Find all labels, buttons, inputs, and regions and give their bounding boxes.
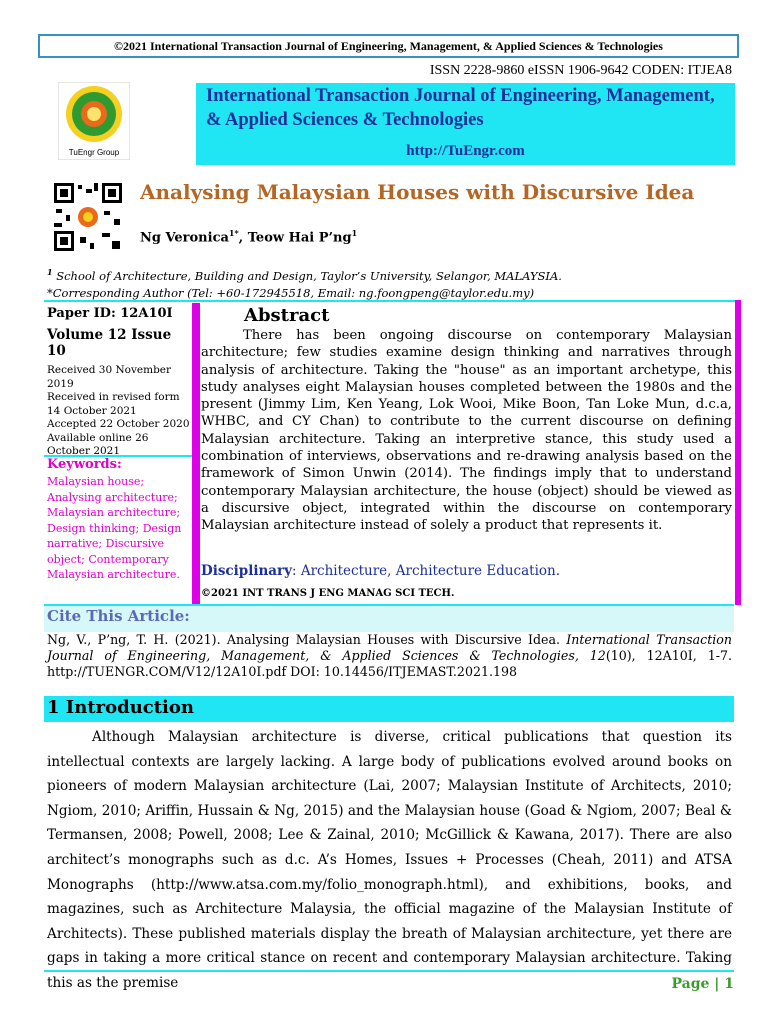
qr-code-icon — [52, 181, 124, 253]
page-number: Page | 1 — [671, 976, 734, 992]
paper-title: Analysing Malaysian Houses with Discursive Idea — [140, 180, 695, 204]
received-date: Received 30 November 2019 — [47, 364, 172, 390]
disciplinary-line — [201, 563, 560, 579]
tuengr-logo — [58, 82, 130, 160]
journal-url-link[interactable]: http://TuEngr.com — [406, 143, 525, 159]
introduction-body: Although Malaysian architecture is diverse, critical publications that question its intellectual contexts are largely lacking. A large body of publications evolved around books on pioneers of modern Malaysian architecture (Lai, 2007; Malaysian Institute of Architects, 2010; Ngiom, 2010; Ariffin, Hussain & Ng, 2015) and the Malaysian house (Goad & Ngiom, 2007; Beal & Termansen, 2008; Powell, 2008; Lee & Zainal, 2010; McGillick & Kawana, 2017). There are also architect’s monographs such as d.c. A’s Homes, Issues + Processes (Cheah, 2011) and ATSA Monographs (http://www.atsa.com.my/folio_monograph.html), and exhibitions, books, and magazines, such as Architecture Malaysia, the official magazine of the Malaysian Institute of Architects). These published materials display the breath of Malaysian architecture, yet there are gaps in taking a more critical stance on recent and contemporary Malaysian architecture. Taking this as the premise — [47, 729, 732, 991]
citation-text — [47, 632, 732, 680]
affiliation-line — [47, 264, 562, 285]
abstract-copyright: ©2021 INT TRANS J ENG MANAG SCI TECH. — [201, 588, 455, 599]
section-title-introduction: 1 Introduction — [47, 697, 194, 718]
author-separator: , — [238, 230, 248, 246]
corresponding-author: *Corresponding Author (Tel: +60-172945518, Email: ng.foongpeng@taylor.edu.my) — [47, 285, 535, 300]
abstract-body — [201, 327, 732, 535]
online-date: Available online 26 October 2021 — [47, 431, 149, 457]
accepted-date: Accepted 22 October 2020 — [47, 418, 190, 430]
citation-authors: Ng, V., P’ng, T. H. (2021). Analysing Malaysian Houses with Discursive Idea. — [47, 632, 560, 647]
paper-id: Paper ID: 12A10I — [47, 306, 173, 321]
logo-caption: TuEngr Group — [68, 148, 120, 157]
author-list — [140, 228, 357, 245]
cite-title: Cite This Article: — [47, 607, 190, 625]
copyright-banner: ©2021 International Transaction Journal of Engineering, Management, & Applied Sciences & Technologies — [38, 34, 739, 58]
abstract-right-border — [735, 300, 741, 605]
revised-date: Received in revised form 14 October 2021 — [47, 391, 180, 417]
keywords-title: Keywords: — [47, 457, 122, 472]
citation-rest: (10), 12A10I, 1-7. http://TUENGR.COM/V12/12A10I.pdf DOI: 10.14456/ITJEMAST.2021.198 — [47, 648, 732, 679]
affiliation-marker: 1 — [47, 267, 53, 277]
article-info-sidebar — [44, 302, 194, 459]
author-1-affil: 1* — [228, 228, 239, 238]
author-2: Teow Hai P’ng — [247, 230, 352, 246]
affiliations — [47, 264, 562, 302]
abstract-text: There has been ongoing discourse on contemporary Malaysian architecture; few studies examine design thinking and narratives through analysis of architecture. Taking the "house" as an important archetype, this study analyses eight Malaysian houses completed between the 1980s and the present (Jimmy Lim, Ken Yeang, Lok Wooi, Mike Boon, Tan Loke Mun, d.c.a, WHBC, and CY Chan) to contribute to the current discourse on defining Malaysian architecture. Taking an interpretive stance, this study used a combination of interviews, observations and re-drawing analysis based on the framework of Simon Unwin (2014). The findings imply that to understand contemporary Malaysian architecture, the house (object) should be viewed as a discursive object, integrated within the discourse on contemporary Malaysian architecture instead of solely a product that represents it. — [201, 328, 732, 534]
footer-divider — [44, 970, 734, 972]
disciplinary-value: : Architecture, Architecture Education. — [292, 563, 560, 579]
issn-line: ISSN 2228-9860 eISSN 1906-9642 CODEN: ITJEA8 — [429, 63, 732, 78]
journal-name: International Transaction Journal of Engineering, Management, & Applied Sciences & Technologies — [206, 86, 715, 130]
citation-journal: International Transaction Journal of Engineering, Management, & Applied Sciences & Technologies, 12 — [47, 632, 732, 663]
author-1: Ng Veronica — [140, 230, 229, 246]
keywords-box — [44, 455, 194, 605]
volume-issue: Volume 12 Issue 10 — [47, 327, 172, 359]
affiliation-text: School of Architecture, Building and Design, Taylor’s University, Selangor, MALAYSIA. — [52, 268, 562, 283]
abstract-title: Abstract — [244, 305, 330, 326]
abstract-left-border — [192, 303, 200, 605]
author-2-affil: 1 — [351, 228, 358, 238]
keywords-list: Malaysian house; Analysing architecture; Malaysian architecture; Design thinking; Design narrative; Discursive object; Contemporary Malaysian architecture. — [47, 475, 182, 581]
disciplinary-label: Disciplinary — [201, 563, 292, 579]
